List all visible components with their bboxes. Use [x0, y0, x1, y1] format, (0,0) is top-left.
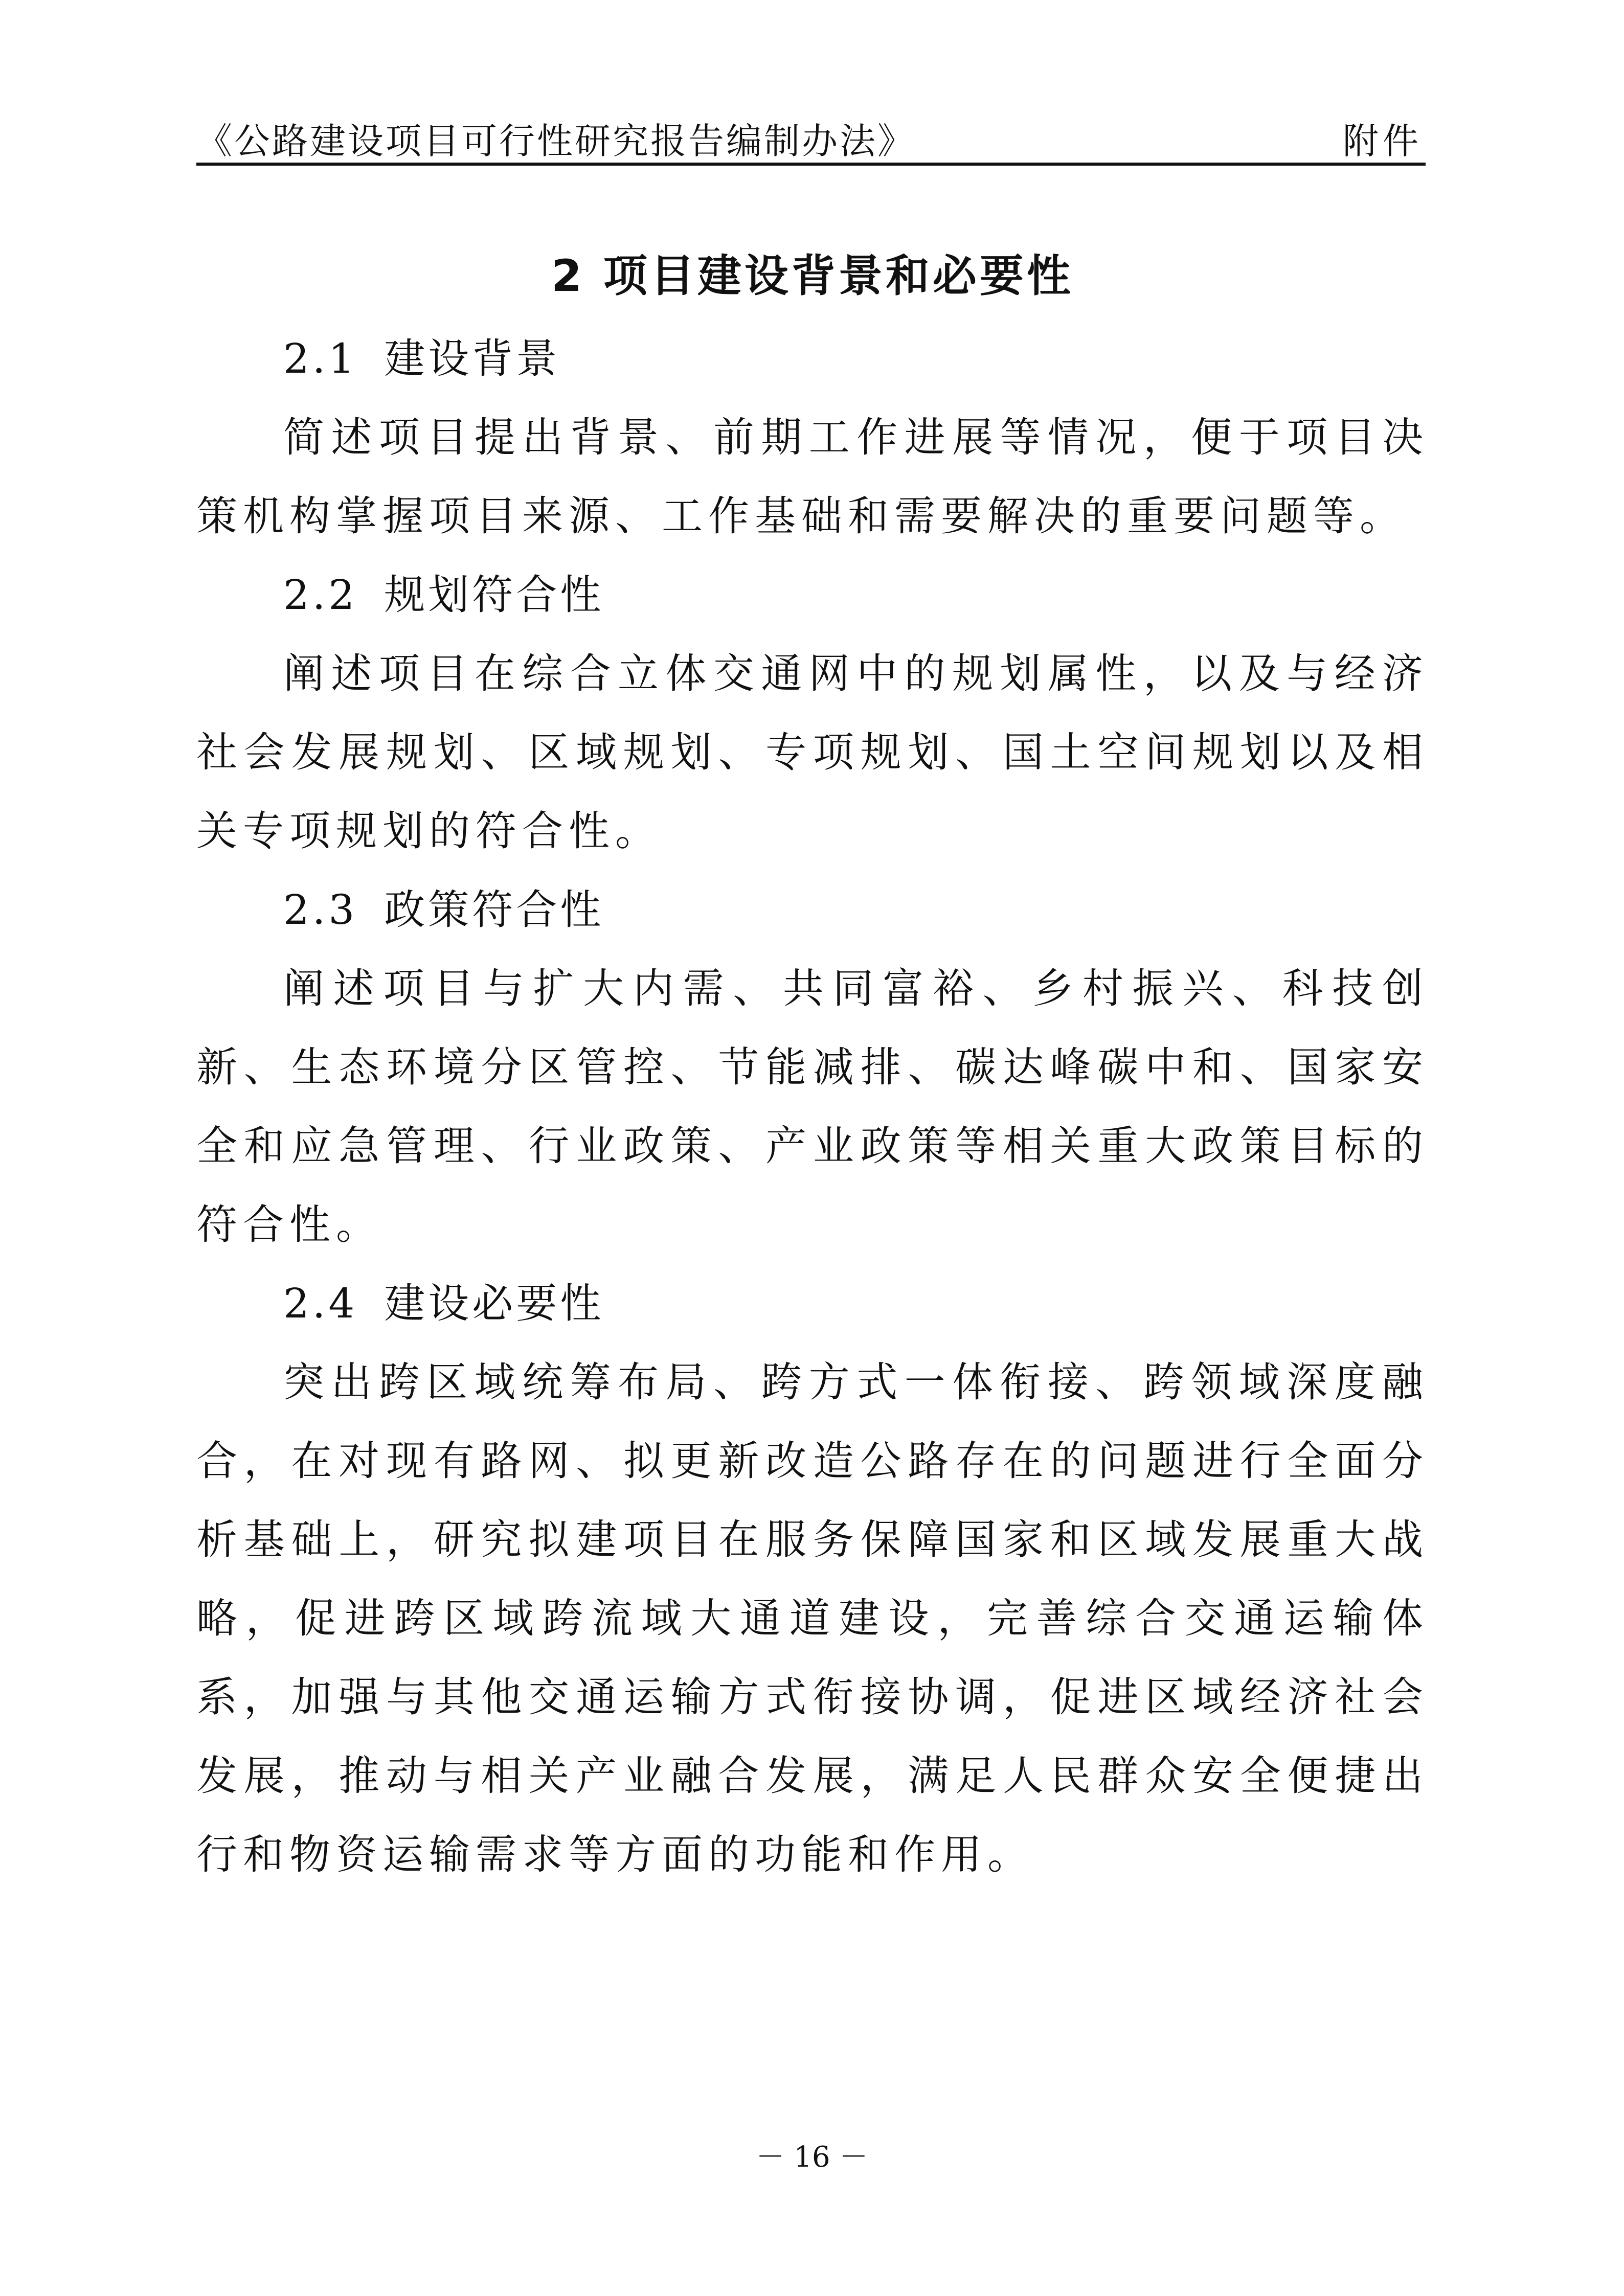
section-body-2-3: 阐述项目与扩大内需、共同富裕、乡村振兴、科技创新、生态环境分区管控、节能减排、碳达峰碳中和、国家安全和应急管理、行业政策、产业政策等相关重大政策目标的符合性。: [196, 965, 1429, 1248]
section-heading-2-2: [196, 556, 1429, 634]
section-title: 政策符合性: [384, 886, 604, 934]
section-number: 2.1: [283, 335, 358, 382]
header-document-title: 《公路建设项目可行性研究报告编制办法》: [196, 120, 915, 162]
page-header: [196, 111, 1426, 166]
section-body-2-4: 突出跨区域统筹布局、跨方式一体衔接、跨领域深度融合，在对现有路网、拟更新改造公路存在的问题进行全面分析基础上，研究拟建项目在服务保障国家和区域发展重大战略，促进跨区域跨流域大通道建设，完善综合交通运输体系，加强与其他交通运输方式衔接协调，促进区域经济社会发展，推动与相关产业融合发展，满足人民群众安全便捷出行和物资运输需求等方面的功能和作用。: [196, 1358, 1429, 1878]
chapter-title: 2 项目建设背景和必要性: [551, 251, 1074, 302]
section-title: 规划符合性: [384, 571, 604, 619]
section-title: 建设必要性: [384, 1280, 604, 1327]
section-number: 2.3: [283, 886, 358, 934]
section-body-2-1: 简述项目提出背景、前期工作进展等情况，便于项目决策机构掌握项目来源、工作基础和需要解决的重要问题等。: [196, 414, 1429, 540]
section-title: 建设背景: [384, 335, 560, 382]
page-content: [196, 233, 1429, 1894]
page-number: － 16 －: [756, 2141, 868, 2174]
section-number: 2.2: [283, 571, 358, 619]
section-heading-2-3: [196, 871, 1429, 949]
header-attachment-label: 附件: [1343, 120, 1423, 162]
section-heading-2-1: [196, 320, 1429, 398]
section-number: 2.4: [283, 1280, 358, 1327]
section-body-2-2: 阐述项目在综合立体交通网中的规划属性，以及与经济社会发展规划、区域规划、专项规划、国土空间规划以及相关专项规划的符合性。: [196, 650, 1429, 855]
section-heading-2-4: [196, 1264, 1429, 1343]
